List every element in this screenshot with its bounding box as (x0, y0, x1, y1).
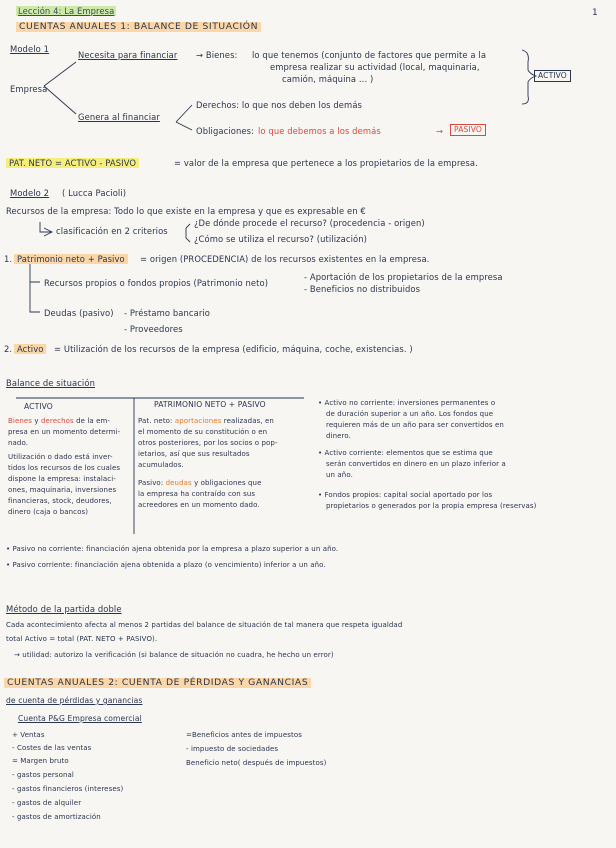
activo-text: = Utilización de los recursos de la empresa (edificio, máquina, coche, existencias. ) (54, 344, 413, 354)
recursos-text: Recursos de la empresa: Todo lo que existe en la empresa y que es expresable en € (6, 206, 366, 216)
recursos-propios: Recursos propios o fondos propios (Patrimonio neto) (44, 278, 269, 288)
empresa-label: Empresa (10, 84, 48, 94)
activo-desc-1: Bienes y derechos de la em- (8, 417, 111, 425)
bienes-line-1: lo que tenemos (conjunto de factores que permite a la (252, 50, 487, 60)
arrow-icon: → (436, 126, 444, 136)
anc-line-3: requieren más de un año para ser convertidos en (326, 421, 504, 429)
bienes-line-3: camión, máquina ... ) (282, 74, 374, 84)
pasivo-corriente: • Pasivo corriente: financiación ajena obtenida a plazo (o vencimiento) inferior a un año. (6, 561, 326, 569)
partida-line-1: Cada acontecimiento afecta al menos 2 partidas del balance de situación de tal manera que respeta igualdad (6, 621, 403, 629)
pyg-left-3: - gastos personal (12, 771, 74, 779)
pn-desc-3: otros posteriores, por los socios o pop- (138, 439, 278, 447)
bienes-label: → Bienes: (196, 50, 238, 60)
modelo-1-label: Modelo 1 (10, 44, 50, 54)
ac-line-3: un año. (326, 471, 353, 479)
balance-col-pnpasivo: PATRIMONIO NETO + PASIVO (154, 400, 266, 409)
patneto-definition: = valor de la empresa que pertenece a los propietarios de la empresa. (174, 158, 478, 168)
modelo-2-sub: ( Lucca Pacioli) (62, 188, 127, 198)
criterio-2: ¿Cómo se utiliza el recurso? (utilización) (194, 234, 368, 244)
rp-item-2: - Beneficios no distribuidos (304, 284, 421, 294)
activo-desc-3: nado. (8, 439, 29, 447)
activo-label: Activo (14, 344, 46, 354)
partida-line-2: total Activo = total (PAT. NETO + PASIVO). (6, 635, 158, 643)
heading-cuentas-2: CUENTAS ANUALES 2: CUENTA DE PÉRDIDAS Y GANANCIAS (4, 678, 311, 688)
pn-desc-2: el momento de su constitución o en (138, 428, 268, 436)
anc-line-1: • Activo no corriente: inversiones permanentes o (318, 399, 496, 407)
page-number: 1 (592, 8, 598, 18)
heading-cuentas-1: CUENTAS ANUALES 1: BALANCE DE SITUACIÓN (16, 22, 261, 32)
genera-label: Genera al financiar (78, 112, 160, 122)
clasificacion-text: clasificación en 2 criterios (56, 226, 168, 236)
pasivo-desc-1: Pasivo: deudas y obligaciones que (138, 479, 262, 487)
pyg-left-1: - Costes de las ventas (12, 744, 92, 752)
ac-line-1: • Activo corriente: elementos que se estima que (318, 449, 493, 457)
pyg-left-2: = Margen bruto (12, 757, 69, 765)
partida-title: Método de la partida doble (6, 604, 122, 614)
activo-desc-6: dispone la empresa: instalaci- (8, 475, 116, 483)
activo-desc-7: ones, maquinaria, inversiones (8, 486, 117, 494)
activo-desc-2: presa en un momento determi- (8, 428, 121, 436)
pn-desc-5: acumulados. (138, 461, 184, 469)
activo-desc-8: financieras, stock, deudores, (8, 497, 112, 505)
anc-line-2: de duración superior a un año. Los fondos que (326, 410, 494, 418)
patneto-formula: PAT. NETO = ACTIVO - PASIVO (6, 158, 139, 168)
pn-pasivo-text: = origen (PROCEDENCIA) de los recursos existentes en la empresa. (140, 254, 430, 264)
pyg-left-0: + Ventas (12, 731, 45, 739)
pasivo-desc-3: acreedores en un momento dado. (138, 501, 260, 509)
deudas-item-2: - Proveedores (124, 324, 183, 334)
obligaciones-text: lo que debemos a los demás (258, 126, 381, 136)
activo-box: ACTIVO (534, 70, 571, 82)
rp-item-1: - Aportación de los propietarios de la empresa (304, 272, 503, 282)
pyg-left-6: - gastos de amortización (12, 813, 101, 821)
obligaciones-label: Obligaciones: (196, 126, 255, 136)
section-title: Lección 4: La Empresa (18, 6, 115, 16)
pyg-left-4: - gastos financieros (intereses) (12, 785, 124, 793)
item-2-number: 2. (4, 344, 13, 354)
fp-line-2: propietarios o generados por la propia empresa (reservas) (326, 502, 537, 510)
pyg-right-0: =Beneficios antes de impuestos (186, 731, 302, 739)
pasivo-desc-2: la empresa ha contraído con sus (138, 490, 256, 498)
fp-line-1: • Fondos propios: capital social aportado por los (318, 491, 493, 499)
pasivo-box: PASIVO (450, 124, 486, 136)
pyg-right-1: - impuesto de sociedades (186, 745, 279, 753)
activo-desc-9: dinero (caja o bancos) (8, 508, 89, 516)
pyg-cuenta: Cuenta P&G Empresa comercial (18, 714, 142, 723)
pn-desc-1: Pat. neto: aportaciones realizadas, en (138, 417, 274, 425)
anc-line-4: dinero. (326, 432, 351, 440)
pyg-right-2: Beneficio neto( después de impuestos) (186, 759, 327, 767)
pyg-subtitle: de cuenta de pérdidas y ganancias (6, 696, 143, 705)
pn-desc-4: ietarios, así que sus resultados (138, 450, 250, 458)
pasivo-no-corriente: • Pasivo no corriente: financiación ajena obtenida por la empresa a plazo superior a un año. (6, 545, 339, 553)
partida-line-3: → utilidad: autorizo la verificación (si balance de situación no cuadra, he hecho un error) (14, 651, 334, 659)
bienes-line-2: empresa realizar su actividad (local, maquinaria, (270, 62, 480, 72)
deudas-label: Deudas (pasivo) (44, 308, 114, 318)
derechos-label: Derechos: lo que nos deben los demás (196, 100, 363, 110)
balance-col-activo: ACTIVO (24, 402, 53, 411)
modelo-2-label: Modelo 2 (10, 188, 50, 198)
activo-desc-4: Utilización o dado está inver- (8, 453, 113, 461)
pyg-left-5: - gastos de alquiler (12, 799, 82, 807)
item-1-number: 1. (4, 254, 13, 264)
activo-desc-5: tidos los recursos de los cuales (8, 464, 121, 472)
pn-pasivo-label: Patrimonio neto + Pasivo (14, 254, 128, 264)
necesita-label: Necesita para financiar (78, 50, 178, 60)
criterio-1: ¿De dónde procede el recurso? (procedencia - origen) (194, 218, 425, 228)
ac-line-2: serán convertidos en dinero en un plazo inferior a (326, 460, 506, 468)
deudas-item-1: - Préstamo bancario (124, 308, 211, 318)
balance-title: Balance de situación (6, 378, 95, 388)
